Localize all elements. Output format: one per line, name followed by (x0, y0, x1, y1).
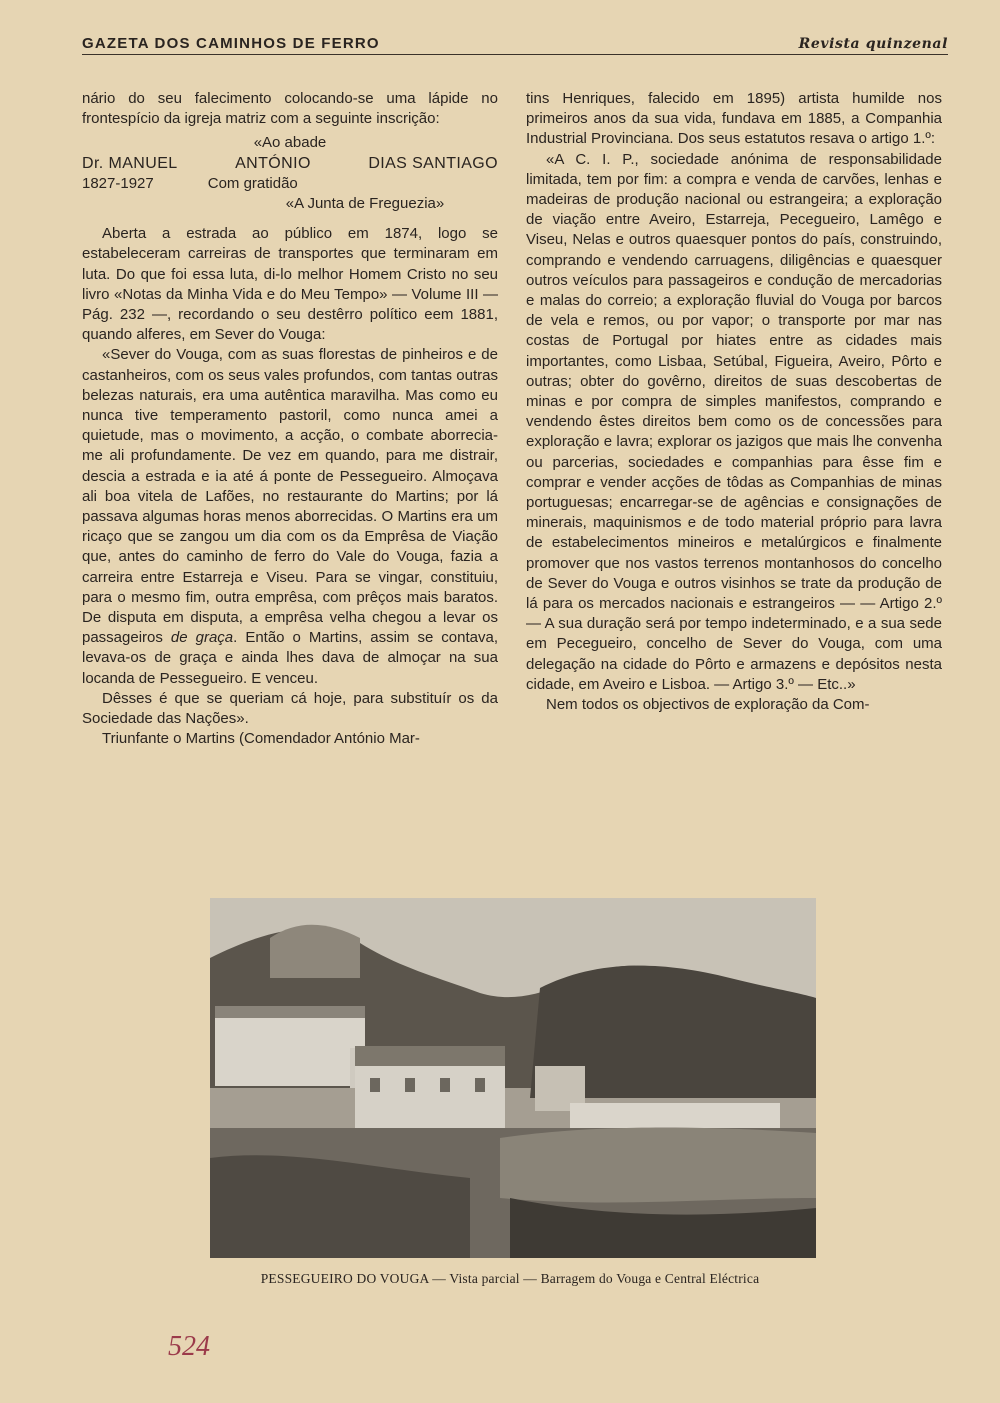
left-paragraph-1: nário do seu falecimento colocando-se uma lápide no frontespício da igreja matriz com a seguinte inscrição: (82, 90, 498, 128)
inscription-name-end: DIAS SANTIAGO (368, 154, 498, 172)
publication-tagline: Revista quinzenal (798, 36, 948, 52)
inscription-thanks: Com gratidão (207, 174, 298, 192)
inscription-name (82, 154, 498, 174)
quote-emphasis: de graça (170, 629, 234, 647)
left-paragraph-5: Triunfante o Martins (Comendador António Mar- (102, 730, 420, 748)
inscription-name-prefix: Dr. MANUEL (82, 154, 178, 172)
photo-caption: PESSEGUEIRO DO VOUGA — Vista parcial — Barragem do Vouga e Central Eléctrica (260, 1271, 760, 1286)
page-number: 524 (168, 1331, 210, 1362)
left-paragraph-2: Aberta a estrada ao público em 1874, logo se estabeleceram carreiras de transportes que terminaram em luta. Do que foi essa luta, di-lo melhor Homem Cristo no seu livro «Notas da Minha Vida e do Meu Tempo» — Volume III — Pág. 232 —, recordando o seu destêrro político eem 1881, quando alferes, em Sever do Vouga: (82, 225, 498, 344)
right-column (526, 89, 942, 715)
right-paragraph-3: Nem todos os objectivos de exploração da Com- (546, 696, 870, 714)
page-header (82, 28, 948, 52)
header-rule (82, 54, 948, 55)
quote-text-2: . Então o Martins, assim se contava, levava-os de graça e ainda lhes dava de almoçar na sua locanda de Pessegueiro. E venceu. (82, 629, 498, 687)
inscription-name-mid: ANTÓNIO (235, 154, 311, 172)
inscription-signature: «A Junta de Freguezia» (285, 195, 445, 213)
inscription (82, 133, 498, 214)
right-paragraph-1: tins Henriques, falecido em 1895) artista humilde nos primeiros anos da sua vida, fundava em 1885, a Companhia Industrial Provinciana. Dos seus estatutos resava o artigo 1.º: (526, 90, 942, 148)
publication-title: GAZETA DOS CAMINHOS DE FERRO (82, 35, 380, 52)
right-paragraph-2: «A C. I. P., sociedade anónima de responsabilidade limitada, tem por fim: a compra e venda de carvões, lenhas e madeiras de produção nacional ou estrangeira; a exploração de viação entre Aveiro, Estarreja, Pecegueiro, Lamêgo e Viseu, Nelas e outros quaesquer pontos do país, construindo, comprando e vendendo carruagens, diligências e quaesquer outros veículos para passageiros e condução de mercadorias e malas do correio; a exploração fluvial do Vouga por barcos de vela e remos, ou por vapor; o transporte por mar nas costas de Portugal por hiates entre as cidades mais importantes, como Lisbaa, Setúbal, Figueira, Aveiro, Pôrto e outras; obter do govêrno, direitos de suas descobertas de minas e por compra de simples manifestos, comprando e vendendo êstes direitos bem como os de concessões para exploração e lavra; explorar os jazigos que mais lhe convenha ou parcerias, sociedades e companhias para êsse fim e comprar e vender acções de tôdas as Companhias de minas portuguesas; encarregar-se de agências e consignações de minerais, maquinismos e de todo material próprio para lavra de estabelecimentos mineiros e metalúrgicos e finalmente promover que nos vastos terrenos montanhosos do concelho de Sever do Vouga e outros visinhos se trate da produção de lá para os mercados nacionais e estrangeiros — — Artigo 2.º — A sua duração será por tempo indeterminado, e a sua sede em Pecegueiro, concelho de Sever do Vouga, com uma delegação na cidade do Pôrto e armazens e depósitos nesta cidade, em Aveiro e Lisboa. — Artigo 3.º — Etc..» (526, 150, 942, 693)
inscription-years-row (82, 174, 498, 194)
left-paragraph-4: Dêsses é que se queriam cá hoje, para substituír os da Sociedade das Nações». (82, 689, 498, 728)
quote-text-1: «Sever do Vouga, com as suas florestas de pinheiros e de castanheiros, com os seus vales profundos, com tantas outras belezas naturais, era uma autêntica maravilha. Mas como eu nunca tive temperamento pastoril, como nunca amei a quietude, mas o movimento, a acção, o combate aborrecia-me ali profundamente. De vez em quando, para me distrair, descia a estrada e ia até á ponte de Pessegueiro. Almoçava ali boa vitela de Lafões, no restaurante do Martins; por lá passava algumas horas menos aborrecidas. O Martins era um ricaço que se zangou um dia com os da Emprêsa de Viação que, antes do caminho de ferro do Vale do Vouga, fazia a carreira entre Estarreja e Viseu. Para se vingar, constituiu, para o mesmo fim, outra emprêsa, com prêços mais baratos. De disputa em disputa, a emprêsa velha chegou a levar os passageiros (82, 346, 498, 647)
photo-illustration (210, 898, 816, 1258)
left-paragraph-3 (82, 345, 498, 688)
inscription-years: 1827-1927 (82, 174, 154, 192)
inscription-line-1: «Ao abade (253, 134, 327, 152)
left-column (82, 89, 498, 750)
landscape-photo (210, 898, 816, 1258)
